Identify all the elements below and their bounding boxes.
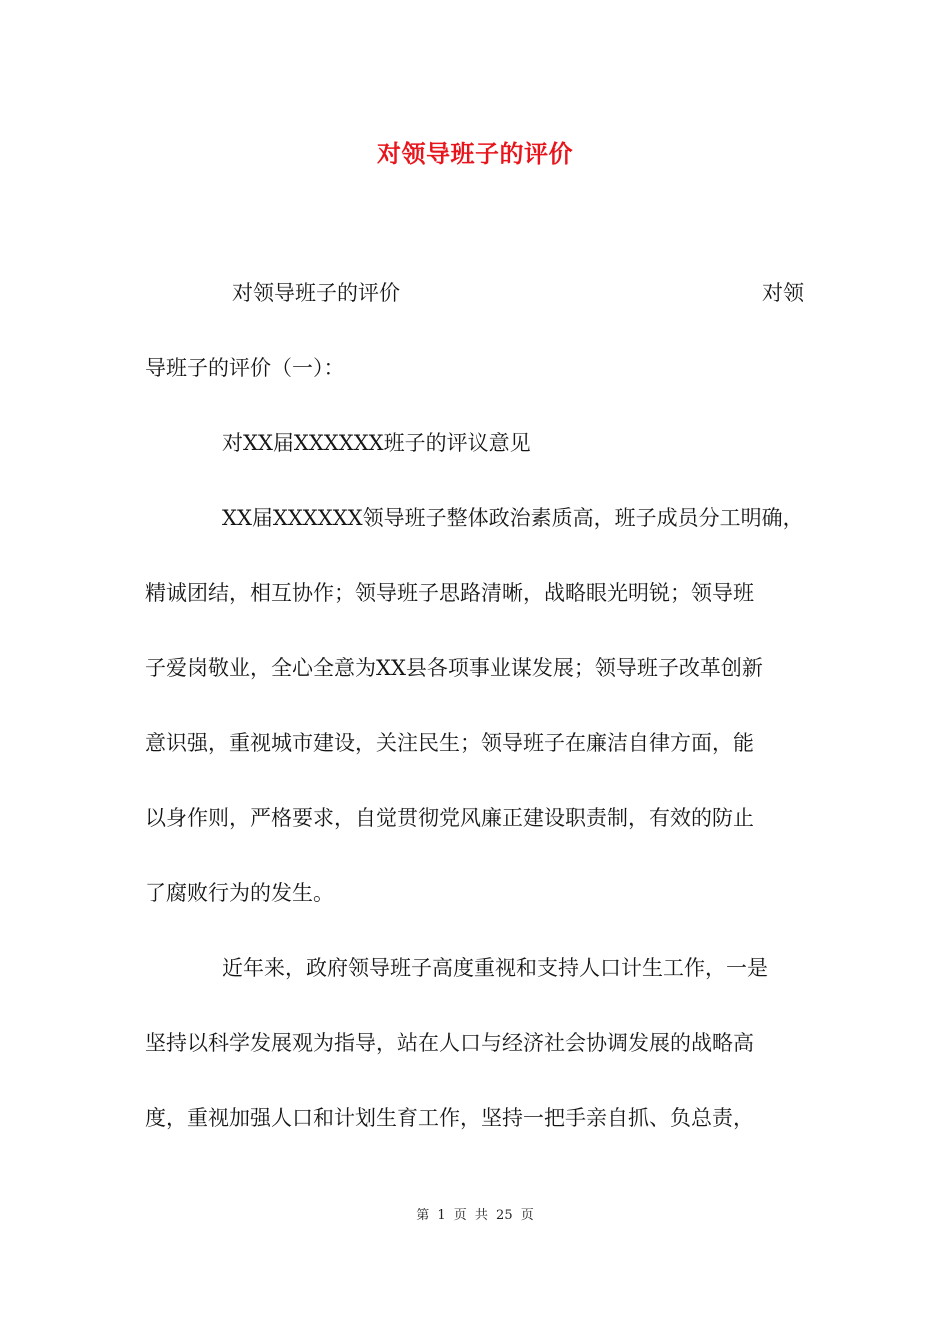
body-line: 对领导班子的评价: [232, 281, 400, 305]
body-line: 度，重视加强人口和计划生育工作，坚持一把手亲自抓、负总责，: [145, 1106, 754, 1130]
body-line: XX届XXXXXX领导班子整体政治素质高，班子成员分工明确，: [222, 506, 804, 530]
body-line: 坚持以科学发展观为指导，站在人口与经济社会协调发展的战略高: [145, 1031, 754, 1055]
body-line: 精诚团结，相互协作；领导班子思路清晰，战略眼光明锐；领导班: [145, 581, 754, 605]
body-line: 近年来，政府领导班子高度重视和支持人口计生工作，一是: [222, 956, 768, 980]
body-line: 导班子的评价（一）：: [145, 356, 345, 380]
body-line: 意识强，重视城市建设，关注民生；领导班子在廉洁自律方面，能: [145, 731, 754, 755]
body-line: 对领: [762, 281, 804, 305]
body-line: 以身作则，严格要求，自觉贯彻党风廉正建设职责制，有效的防止: [145, 806, 754, 830]
page-footer: 第 1 页 共 25 页: [416, 1208, 534, 1223]
body-line: 子爱岗敬业，全心全意为XX县各项事业谋发展；领导班子改革创新: [145, 656, 763, 680]
section-heading: 对XX届XXXXXX班子的评议意见: [222, 431, 531, 455]
body-line: 了腐败行为的发生。: [145, 881, 334, 905]
document-title: 对领导班子的评价: [377, 139, 573, 168]
